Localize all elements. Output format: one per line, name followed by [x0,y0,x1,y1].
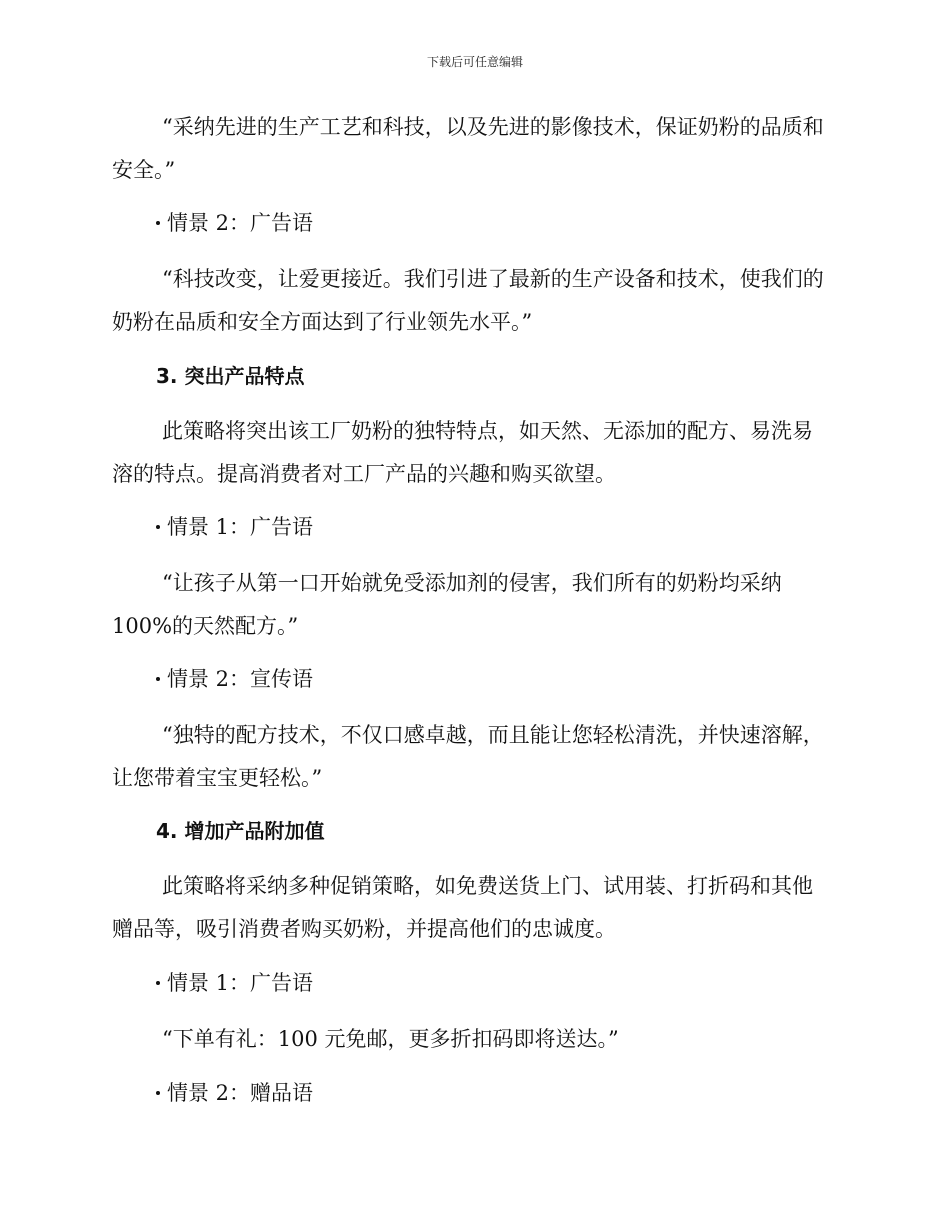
bullet-item-scene-2 [156,208,313,238]
bullet-item-scene-1b [156,968,313,998]
bullet-dot-icon [156,221,160,225]
bullet-label: 情景 2：广告语 [167,211,314,235]
page-header: 下载后可任意编辑 [426,55,523,69]
bullet-dot-icon [156,1091,160,1095]
section-heading-3: 3. 突出产品特点 [156,364,305,388]
bullet-dot-icon [156,981,160,985]
bullet-label: 情景 1：广告语 [167,515,314,539]
paragraph-quote-3: “让孩子从第一口开始就免受添加剂的侵害，我们所有的奶粉均采纳100%的天然配方。” [112,571,782,638]
bullet-dot-icon [156,525,160,529]
section-heading-4: 4. 增加产品附加值 [156,819,325,843]
paragraph-strategy-3: 此策略将突出该工厂奶粉的独特特点，如天然、无添加的配方、易洗易溶的特点。提高消费者对工厂产品的兴趣和购买欲望。 [112,419,813,486]
bullet-item-scene-2c [156,1078,313,1108]
paragraph-quote-5: “下单有礼：100 元免邮，更多折扣码即将送达。” [162,1027,619,1051]
bullet-label: 情景 2：赠品语 [167,1081,314,1105]
paragraph-quote-4: “独特的配方技术，不仅口感卓越，而且能让您轻松清洗，并快速溶解，让您带着宝宝更轻松。” [112,723,824,790]
paragraph-quote-2: “科技改变，让爱更接近。我们引进了最新的生产设备和技术，使我们的奶粉在品质和安全方面达到了行业领先水平。” [112,267,824,334]
paragraph-strategy-4: 此策略将采纳多种促销策略，如免费送货上门、试用装、打折码和其他赠品等，吸引消费者购买奶粉，并提高他们的忠诚度。 [112,874,813,941]
bullet-item-scene-1 [156,512,313,542]
bullet-label: 情景 2：宣传语 [167,667,314,691]
bullet-label: 情景 1：广告语 [167,971,314,995]
bullet-dot-icon [156,677,160,681]
paragraph-quote-1: “采纳先进的生产工艺和科技，以及先进的影像技术，保证奶粉的品质和安全。” [112,115,824,182]
bullet-item-scene-2b [156,664,313,694]
